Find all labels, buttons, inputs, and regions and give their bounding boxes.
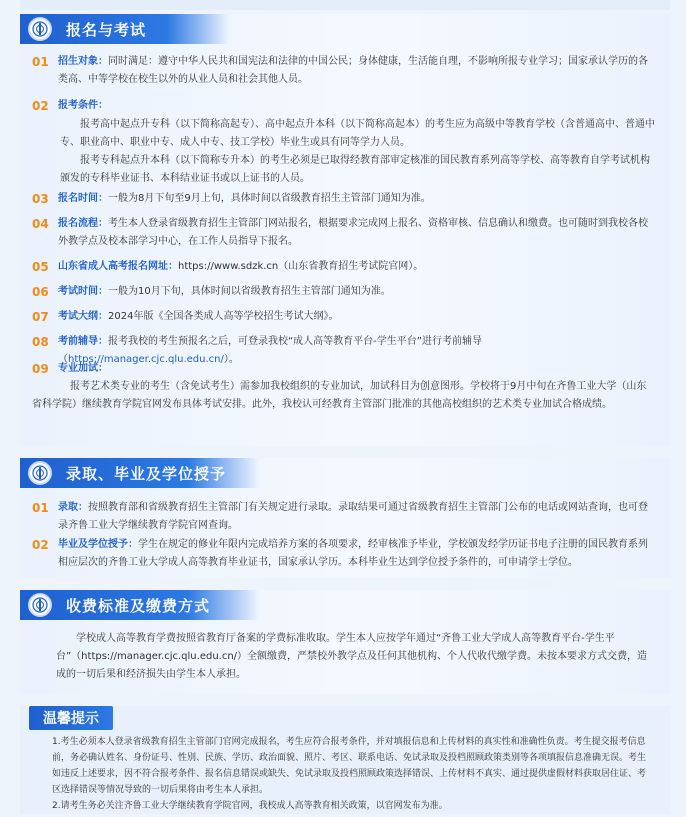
registration-url[interactable]: https://www.sdzk.cn（山东省教育招生考试院官网）。 [178, 261, 424, 272]
section-header-registration [20, 14, 230, 44]
item-number: 06 [32, 285, 49, 299]
tip-item: 2.请考生务必关注齐鲁工业大学继续教育学院官网，我校成人高等教育相关政策，以官网发布为准。 [52, 801, 448, 811]
item-label: 招生对象： [58, 56, 108, 67]
item-text: 按照教育部和省级教育招生主管部门有关规定进行录取。录取结果可通过省级教育招生主管部门公布的电话或网站查询，也可登录齐鲁工业大学继续教育学院官网查询。 [58, 502, 648, 531]
item-number: 08 [32, 335, 49, 349]
fees-paragraph: 学校成人高等教育学费按照省教育厅备案的学费标准收取。学生本人应按学年通过“齐鲁工业大学成人高等教育平台-学生平台”（https://manager.cjc.qlu.edu.cn/）全额缴费，严禁校外教学点及任何其他机构、个人代收代缴学费。未按本要求方式交费，造成的一切后果和经济损失由学生本人承担。 [56, 633, 648, 680]
tips-title: 温馨提示 [29, 706, 113, 730]
list-item [32, 499, 657, 535]
list-item [32, 258, 657, 276]
paragraph: 报考高中起点升专科（以下简称高起专）、高中起点升本科（以下简称高起本）的考生应为高级中等教育学校（含普通高中、普通中专、职业高中、职业中专、成人中专、技工学校）毕业生或具有同等学力人员。 [60, 119, 655, 148]
item-text: 报考我校的考生预报名之后，可登录我校“成人高等教育平台-学生平台”进行考前辅导（ [58, 336, 482, 365]
item-number: 04 [32, 217, 49, 231]
tips-list [52, 734, 652, 814]
list-item [32, 97, 657, 115]
item-label: 报名流程： [58, 218, 108, 229]
item-text: 2024年版《全国各类成人高等学校招生考试大纲》。 [108, 311, 339, 322]
tip-item: 1.考生必须本人登录省级教育招生主管部门官网完成报名，考生应符合报考条件，并对填报信息和上传材料的真实性和准确性负责。考生提交报考信息前，务必确认姓名、身份证号、性别、民族、学历、政治面貌、照片、考区、联系电话、免试录取及投档照顾政策类别等各项填报信息准确无误。考生如违反上述要求，因不符合报考条件、报名信息错误或缺失、免试录取及投档照顾政策选择错误、上传材料不真实、通过提供虚假材料获取居住证、考区选择错误等情况导致的一切后果将由考生本人承担。 [52, 737, 647, 795]
list-item [32, 360, 657, 378]
item-label: 考试时间： [58, 286, 108, 297]
paragraph: 报考艺术类专业的考生（含免试考生）需参加我校组织的专业加试，加试科目为创意图形。学校将于9月中旬在齐鲁工业大学（山东省科学院）继续教育学院官网发布具体考试安排。此外，我校认可经教育主管部门批准的其他高校组织的艺术类专业加试合格成绩。 [32, 381, 647, 410]
item-label: 专业加试： [58, 363, 108, 374]
item-label: 录取： [58, 502, 88, 513]
item-text: 一般为8月下旬至9月上旬，具体时间以省级教育招生主管部门通知为准。 [108, 193, 431, 204]
section-title: 报名与考试 [66, 20, 147, 39]
item-label: 毕业及学位授予： [58, 539, 138, 550]
list-item [32, 536, 657, 572]
item-number: 05 [32, 260, 49, 274]
list-item [32, 283, 657, 301]
section-title: 录取、毕业及学位授予 [66, 464, 227, 483]
item-label: 报名时间： [58, 193, 108, 204]
item-number: 07 [32, 310, 49, 324]
item-text: ）。 [223, 354, 239, 365]
item-number: 02 [32, 538, 49, 552]
platform-link[interactable]: https://manager.cjc.qlu.edu.cn/ [68, 354, 224, 365]
item-text: 考生本人登录省级教育招生主管部门网站报名，根据要求完成网上报名、资格审核、信息确认和缴费。也可随时到我校各校外教学点及校本部学习中心，在工作人员指导下报名。 [58, 218, 648, 247]
item-number: 03 [32, 192, 49, 206]
item-label: 山东省成人高考报名网址： [58, 261, 178, 272]
section-header-admission [20, 458, 260, 488]
university-logo-icon [28, 593, 52, 617]
item-text: 一般为10月下旬，具体时间以省级教育招生主管部门通知为准。 [108, 286, 391, 297]
list-item [32, 53, 657, 89]
section-header-fees [20, 590, 260, 620]
item-number: 01 [32, 55, 49, 69]
top-strip [20, 0, 670, 10]
item-label: 考试大纲： [58, 311, 108, 322]
list-item [32, 215, 657, 251]
item-number: 02 [32, 99, 49, 113]
university-logo-icon [28, 17, 52, 41]
list-item [32, 308, 657, 326]
university-logo-icon [28, 461, 52, 485]
list-item [32, 190, 657, 208]
item-number: 01 [32, 501, 49, 515]
item-label: 考前辅导： [58, 336, 108, 347]
paragraph: 报考专科起点升本科（以下简称专升本）的考生必须是已取得经教育部审定核准的国民教育系列高等学校、高等教育自学考试机构颁发的专科毕业证书、本科结业证书或以上证书的人员。 [60, 155, 650, 184]
item-label: 报考条件： [58, 100, 108, 111]
item-text: 同时满足：遵守中华人民共和国宪法和法律的中国公民；身体健康，生活能自理，不影响所报专业学习；国家承认学历的各类高、中等学校在校生以外的从业人员和社会其他人员。 [58, 56, 648, 85]
section-title: 收费标准及缴费方式 [66, 596, 211, 615]
item-number: 09 [32, 362, 49, 376]
item-text: 学生在规定的修业年限内完成培养方案的各项要求，经审核准予毕业，学校颁发经学历证书电子注册的国民教育系列相应层次的齐鲁工业大学成人高等教育毕业证书，国家承认学历。本科毕业生达到学位授予条件的，可申请学士学位。 [58, 539, 648, 568]
